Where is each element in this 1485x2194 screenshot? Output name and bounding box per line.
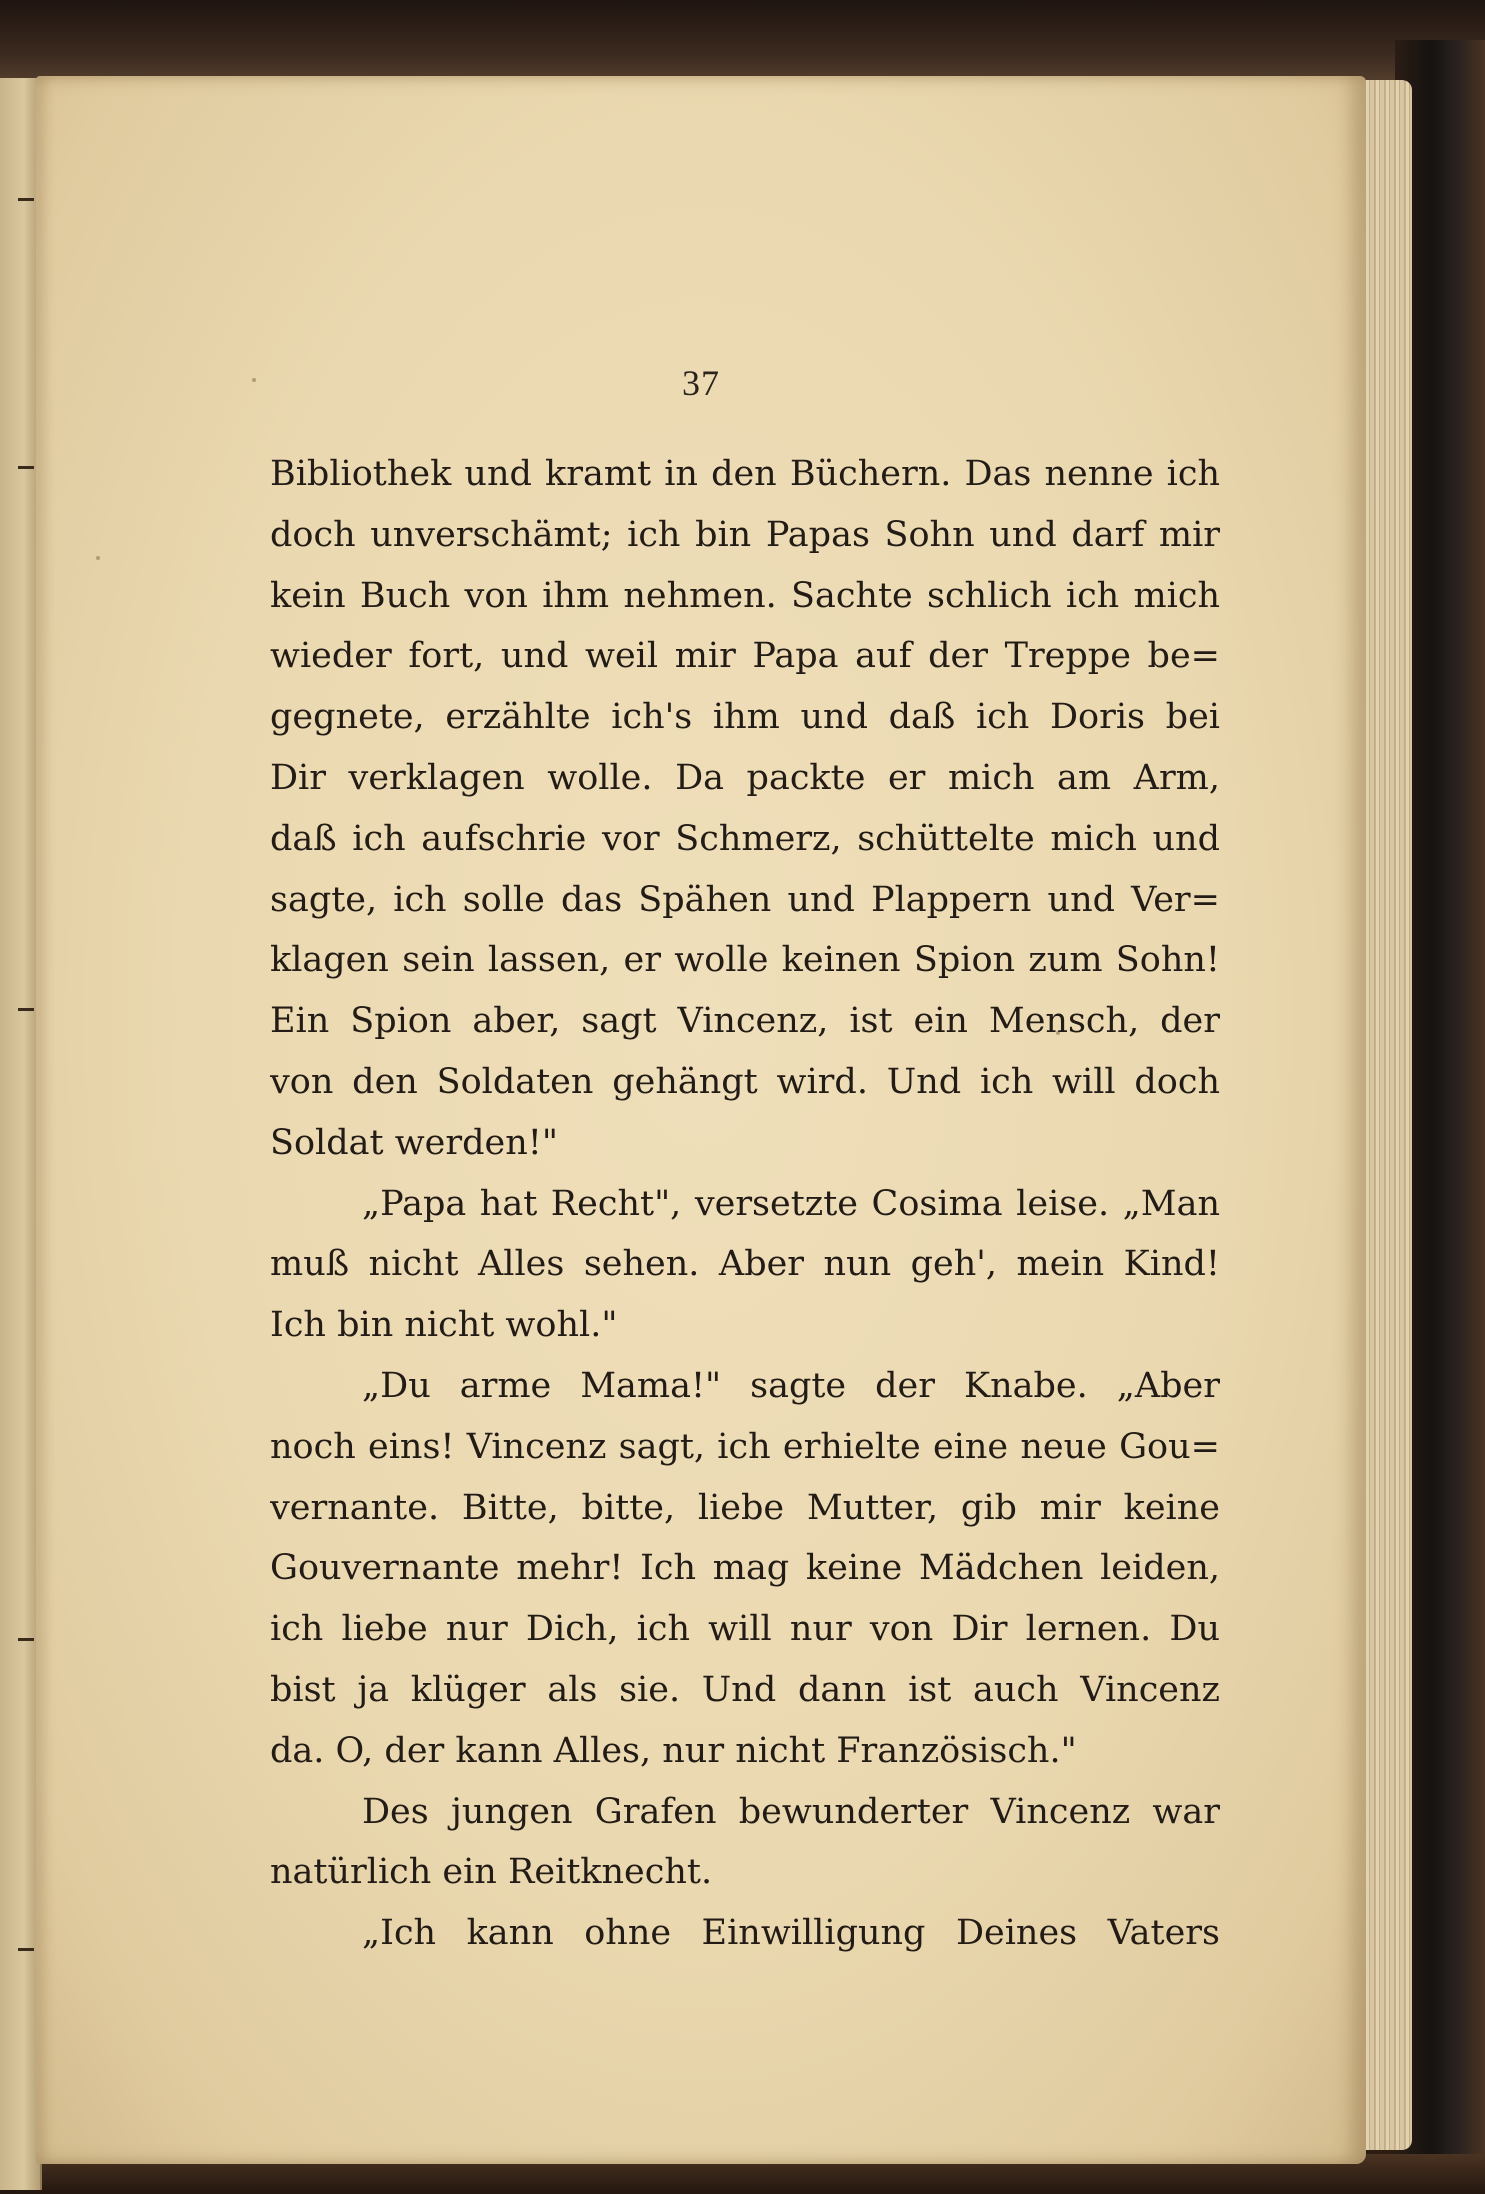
body-text (270, 444, 1220, 1964)
text-line: Des jungen Grafen bewunderter Vincenz war (362, 1791, 1220, 1832)
text-line: „Ich kann ohne Einwilligung Deines Vaters (362, 1913, 1220, 1954)
page-edge-mark (18, 1008, 34, 1011)
text-line: „Du arme Mama!" sagte der Knabe. „Aber (362, 1365, 1220, 1406)
text-line: vernante. Bitte, bitte, liebe Mutter, gib mir keine (270, 1487, 1220, 1528)
text-line: doch unverschämt; ich bin Papas Sohn und darf mir (270, 514, 1220, 555)
page-number: 37 (682, 363, 720, 403)
text-line: „Papa hat Recht", versetzte Cosima leise. „Man (362, 1183, 1220, 1224)
text-line: Bibliothek und kramt in den Büchern. Das nenne ich (270, 454, 1220, 494)
text-line: kein Buch von ihm nehmen. Sachte schlich ich mich (270, 575, 1220, 616)
book-page (36, 76, 1366, 2164)
text-line: noch eins! Vincenz sagt, ich erhielte eine neue Gou= (270, 1426, 1220, 1467)
text-line: Dir verklagen wolle. Da packte er mich am Arm, (270, 757, 1220, 798)
text-line: von den Soldaten gehängt wird. Und ich will doch (270, 1061, 1220, 1102)
page-edge-mark (18, 1948, 34, 1951)
text-line: Ich bin nicht wohl." (270, 1305, 618, 1346)
page-edge-mark (18, 198, 34, 201)
text-line: Gouvernante mehr! Ich mag keine Mädchen leiden, (270, 1548, 1220, 1589)
page-edge-mark (18, 466, 34, 469)
text-line: bist ja klüger als sie. Und dann ist auch Vincenz (270, 1669, 1220, 1710)
paper-speck (96, 556, 100, 560)
page-edge-mark (18, 1638, 34, 1641)
text-line: Ein Spion aber, sagt Vincenz, ist ein Mensch, der (270, 1001, 1220, 1042)
text-line: gegnete, erzählte ich's ihm und daß ich Doris bei (270, 697, 1220, 738)
text-line: klagen sein lassen, er wolle keinen Spion zum Sohn! (270, 940, 1220, 981)
text-line: wieder fort, und weil mir Papa auf der Treppe be= (270, 636, 1220, 677)
text-line: sagte, ich solle das Spähen und Plappern und Ver= (270, 879, 1220, 920)
text-line: natürlich ein Reitknecht. (270, 1852, 713, 1893)
text-line: daß ich aufschrie vor Schmerz, schüttelte mich und (270, 818, 1220, 859)
text-line: ich liebe nur Dich, ich will nur von Dir lernen. Du (270, 1609, 1220, 1650)
text-line: muß nicht Alles sehen. Aber nun geh', mein Kind! (270, 1244, 1220, 1285)
text-line: Soldat werden!" (270, 1122, 558, 1163)
text-line: da. O, der kann Alles, nur nicht Französisch." (270, 1730, 1077, 1771)
